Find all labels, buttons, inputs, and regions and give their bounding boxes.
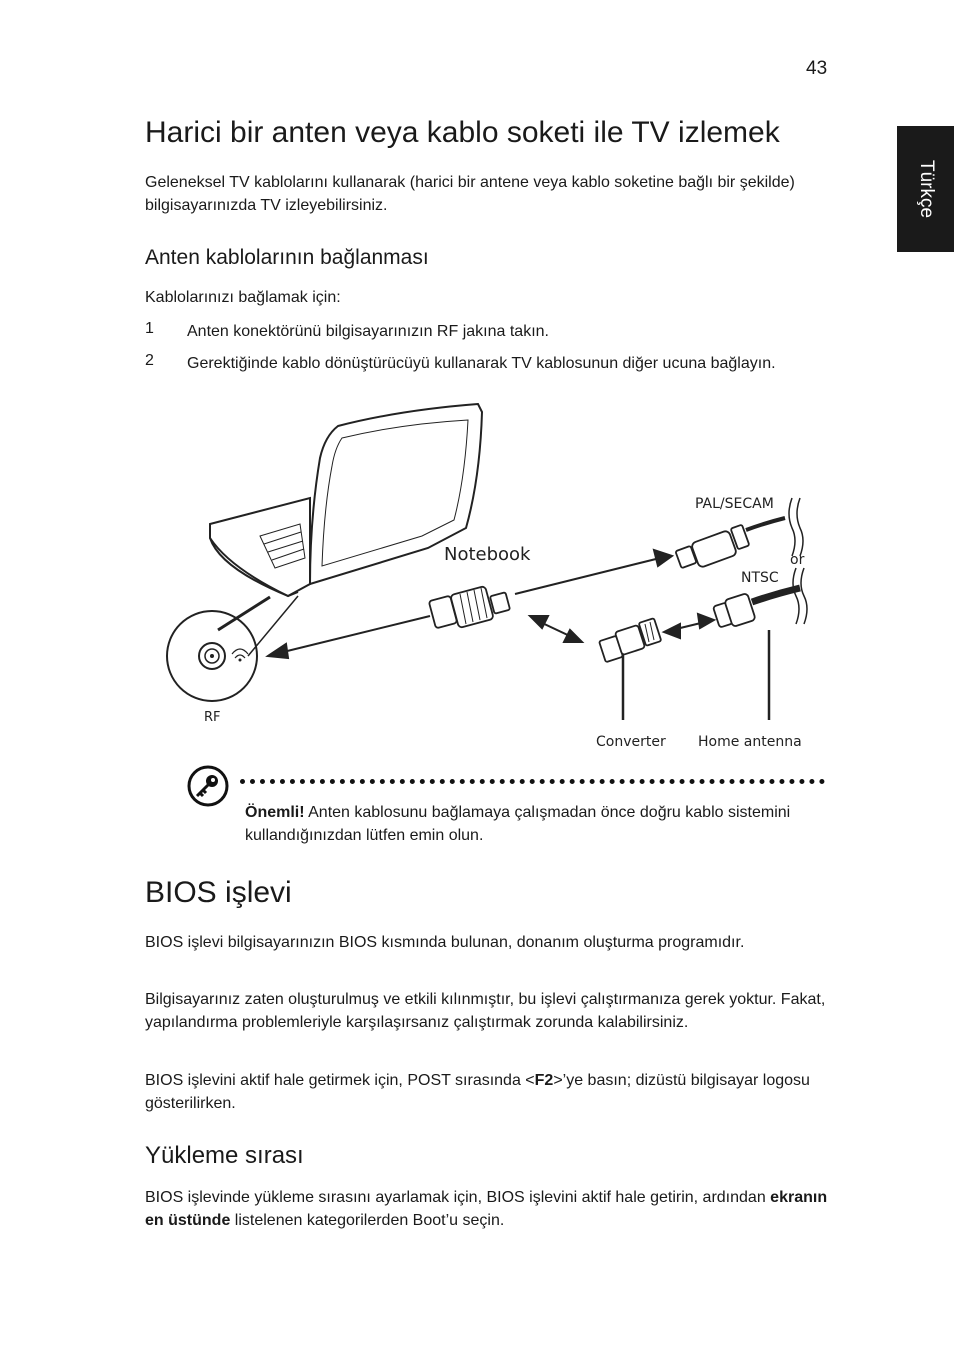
language-tab [897,126,954,252]
important-label: Önemli! [245,804,305,821]
steps-lead: Kablolarınızı bağlamak için: [145,289,341,306]
boot-p-before: BIOS işlevinde yükleme sırasını ayarlamak için, BIOS işlevini aktif hale getirin, ardından [145,1189,771,1206]
bios-p3-before: BIOS işlevini aktif hale getirmek için, POST sırasında < [145,1072,535,1089]
important-note [245,801,825,847]
step-2-text: Gerektiğinde kablo dönüştürücüyü kullanarak TV kablosunun diğer ucuna bağlayın. [187,355,776,372]
label-rf: RF [204,710,221,725]
boot-p-bold: ekranın en üstünde [145,1189,828,1229]
step-2-number: 2 [145,352,154,369]
label-converter: Converter [596,734,666,750]
language-tab-label: Türkçe [915,159,937,219]
converter [599,618,661,720]
label-home-antenna: Home antenna [698,734,802,750]
ntsc-plug [713,568,807,720]
rf-port-callout [167,611,257,701]
f2-key: F2 [534,1072,554,1089]
bios-p3-after: >’ye basın; dizüstü bilgisayar logosu gösterilirken. [145,1072,810,1112]
subheading-boot-order: Yükleme sırası [145,1142,304,1169]
section-title-tv: Harici bir anten veya kablo soketi ile TV izlemek [145,116,780,149]
label-ntsc: NTSC [741,570,779,586]
rf-plug-connector [429,586,510,628]
bios-paragraph-1: BIOS işlevi bilgisayarınızın BIOS kısmında bulunan, donanım oluşturma programıdır. [145,934,745,951]
bios-paragraph-3 [145,1069,835,1115]
page-number: 43 [806,58,828,79]
bios-paragraph-2: Bilgisayarınız zaten oluşturulmuş ve etkili kılınmıştır, bu işlevi çalıştırmanıza gerek yoktur. Fakat, yapılandırma problemleriyle karşılaşırsanız çalıştırmak zorunda kalabilirsiniz. [145,991,826,1031]
step-1-text: Anten konektörünü bilgisayarınızın RF jakına takın. [187,323,549,340]
tv-intro-paragraph: Geleneksel TV kablolarını kullanarak (harici bir antene veya kablo soketine bağlı bir şekilde) bilgisayarınızda TV izleyebilirsiniz. [145,174,795,214]
boot-order-paragraph [145,1186,835,1232]
important-note-text: Anten kablosunu bağlamaya çalışmadan önce doğru kablo sistemini kullandığınızdan lütfen emin olun. [245,804,791,844]
key-icon [186,764,230,808]
note-divider [240,779,825,784]
subheading-antenna-cables: Anten kablolarının bağlanması [145,246,429,269]
step-1-number: 1 [145,320,154,337]
boot-p-after: listelenen kategorilerden Boot’u seçin. [230,1212,505,1229]
label-or: or [790,552,805,568]
label-pal-secam: PAL/SECAM [695,496,774,512]
notebook-base [210,498,310,596]
label-notebook: Notebook [444,544,531,565]
section-title-bios: BIOS işlevi [145,876,292,909]
antenna-connection-diagram [160,398,840,760]
